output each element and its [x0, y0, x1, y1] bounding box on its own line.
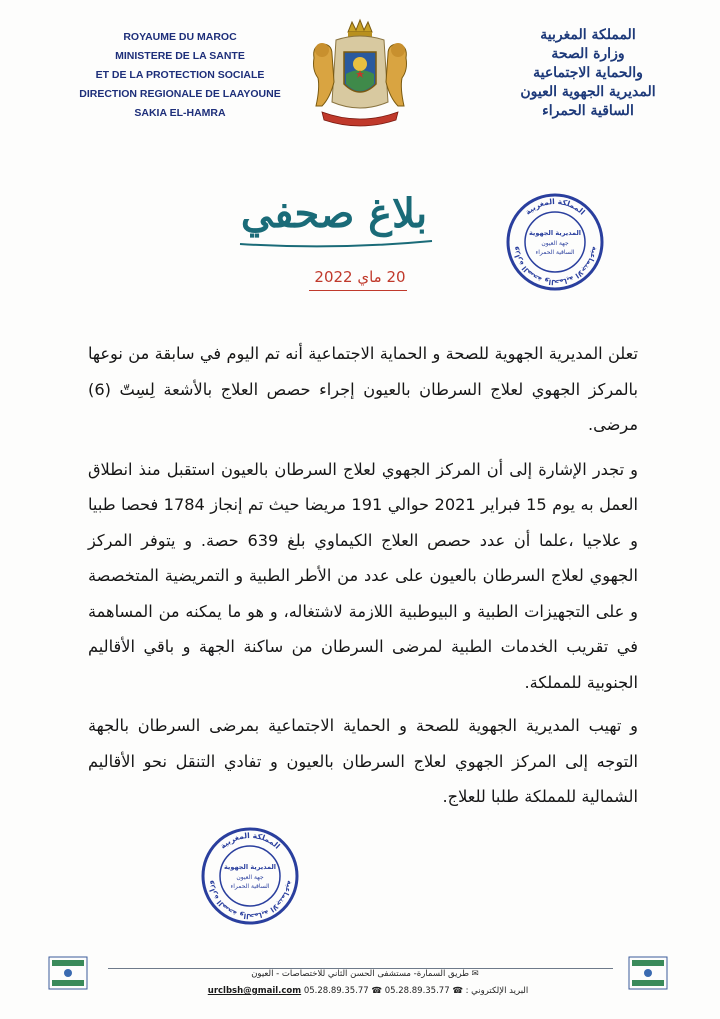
svg-text:الساقية الحمراء: الساقية الحمراء — [230, 883, 270, 890]
header-fr-line: MINISTERE DE LA SANTE — [115, 50, 245, 62]
svg-text:المديرية الجهوية: المديرية الجهوية — [223, 863, 277, 871]
header-fr-line: ET DE LA PROTECTION SOCIALE — [95, 69, 265, 81]
phone-icon: ☎ — [371, 986, 383, 996]
phone-number: 05.28.89.35.77 — [303, 986, 369, 996]
fax-icon: ☎ — [452, 986, 463, 996]
email-label: البريد الإلكتروني : — [465, 986, 529, 996]
svg-text:المديرية الجهوية: المديرية الجهوية — [528, 229, 582, 237]
header-ar-line: الساقية الحمراء — [542, 103, 634, 119]
stamp-seal-icon — [200, 826, 300, 926]
svg-text:المملكة المغربية: المملكة المغربية — [218, 830, 282, 851]
svg-text:المملكة المغربية: المملكة المغربية — [523, 196, 587, 217]
body-paragraph: تعلن المديرية الجهوية للصحة و الحماية الاجتماعية أنه تم اليوم في سابقة من نوعها بالمركز الجهوي لعلاج السرطان بالعيون إجراء حصص العلاج بالأشعة لِسِتّ (6) مرضى. — [88, 344, 638, 434]
body-paragraph: و تجدر الإشارة إلى أن المركز الجهوي لعلاج السرطان بالعيون استقبل منذ انطلاق العمل به يوم 15 فبراير 2021 حوالي 191 مريضا حيث تم إنجاز 1784 فحصا طبيا و علاجيا ،علما أن عدد حصص العلاج الكيماوي بلغ 639 حصة. و يتوفر المركز الجهوي لعلاج السرطان بالعيون على عدد من الأطر الطبية و التمريضية المتخصصة و على التجهيزات الطبية و البيوطبية اللازمة لاشتغاله، و هو ما يمكنه من المساهمة في تقريب الخدمات الطبية لمرضى السرطان من ساكنة الجهة و باقي الأقاليم الجنوبية للمملكة. — [88, 459, 638, 692]
header-french — [40, 28, 320, 123]
address-text: طريق السمارة- مستشفى الحسن الثاني للاختصاصات - العيون — [251, 969, 469, 979]
body-paragraph: و تهيب المديرية الجهوية للصحة و الحماية الاجتماعية بمرضى السرطان بالجهة التوجه إلى المركز الجهوي لعلاج السرطان بالعيون و تفادي التنقل نحو الأقاليم الشمالية للمملكة طلبا للعلاج. — [88, 716, 638, 806]
stamp-seal-icon — [505, 192, 605, 292]
header-ar-line: المديرية الجهوية العيون — [520, 84, 656, 100]
ministry-logo-icon — [48, 956, 88, 990]
document-date: 20 ماي 2022 — [314, 268, 406, 286]
header-arabic — [488, 26, 688, 121]
header-fr-line: SAKIA EL-HAMRA — [134, 107, 226, 119]
svg-text:الساقية الحمراء: الساقية الحمراء — [535, 249, 575, 256]
header-fr-line: ROYAUME DU MAROC — [123, 31, 237, 43]
footer-contact — [188, 986, 548, 996]
footer-address — [200, 969, 530, 979]
coat-of-arms-icon — [308, 18, 412, 130]
title-flourish — [236, 238, 436, 248]
header-fr-line: DIRECTION REGIONALE DE LAAYOUNE — [79, 88, 281, 100]
document-title: بلاغ صحفي — [240, 190, 428, 237]
ministry-logo-icon — [628, 956, 668, 990]
header-ar-line: والحماية الاجتماعية — [533, 65, 643, 81]
header-ar-line: المملكة المغربية — [540, 27, 636, 43]
fax-number: 05.28.89.35.77 — [384, 986, 450, 996]
mail-icon: ✉ — [471, 969, 479, 979]
svg-text:وزارة الصحة والحماية الاجتماعي: وزارة الصحة والحماية الاجتماعية — [511, 245, 599, 287]
svg-text:جهة العيون: جهة العيون — [541, 240, 569, 247]
email-link[interactable]: urclbsh@gmail.com — [207, 986, 302, 996]
svg-text:جهة العيون: جهة العيون — [236, 874, 264, 881]
date-underline — [309, 290, 407, 291]
document-body — [88, 336, 638, 815]
svg-text:وزارة الصحة والحماية الاجتماعي: وزارة الصحة والحماية الاجتماعية — [206, 879, 294, 921]
header-ar-line: وزارة الصحة — [551, 46, 625, 62]
